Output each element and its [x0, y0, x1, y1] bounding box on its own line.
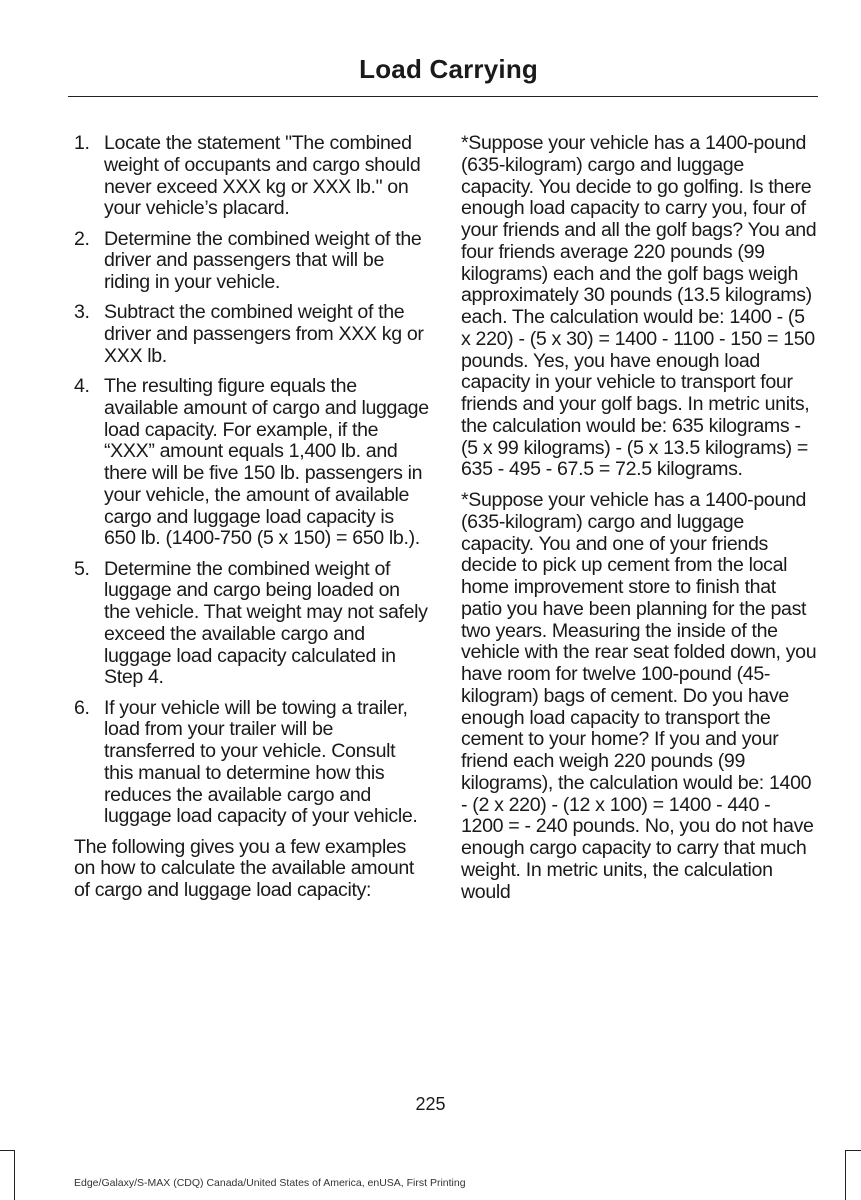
step-number: 4. — [74, 375, 90, 397]
list-item — [74, 559, 429, 690]
list-item — [74, 302, 429, 367]
step-text: Locate the statement "The combined weight of occupants and cargo should never exceed XXX kg or XXX lb." on your vehicle’s placard. — [104, 132, 421, 220]
golf-example-paragraph: *Suppose your vehicle has a 1400-pound (635-kilogram) cargo and luggage capacity. You decide to go golfing. Is there enough load capacity to carry you, four of your friends and all the golf bags? You and four friends average 220 pounds (99 kilograms) each and the golf bags weigh approximately 30 pounds (13.5 kilograms) each. The calculation would be: 1400 - (5 x 220) - (5 x 30) = 1400 - 1100 - 150 = 150 pounds. Yes, you have enough load capacity in your vehicle to transport four friends and your golf bags. In metric units, the calculation would be: 635 kilograms - (5 x 99 kilograms) - (5 x 13.5 kilograms) = 635 - 495 - 67.5 = 72.5 kilograms. — [461, 132, 817, 481]
step-text: The resulting figure equals the available amount of cargo and luggage load capacity. For example, if the “XXX” amount equals 1,400 lb. and there will be five 150 lb. passengers in your vehicle, the amount of available cargo and luggage load capacity is 650 lb. (1400-750 (5 x 150) = 650 lb.). — [104, 375, 429, 550]
step-text: Subtract the combined weight of the driver and passengers from XXX kg or XXX lb. — [104, 301, 424, 367]
step-text: If your vehicle will be towing a trailer, load from your trailer will be transferred to your vehicle. Consult this manual to determine how this reduces the available cargo and luggage load capacity of your vehicle. — [104, 696, 418, 828]
list-item — [74, 229, 429, 294]
cement-example-paragraph: *Suppose your vehicle has a 1400-pound (635-kilogram) cargo and luggage capacity. You and one of your friends decide to pick up cement from the local home improvement store to finish that patio you have been planning for the past two years. Measuring the inside of the vehicle with the rear seat folded down, you have room for twelve 100-pound (45-kilogram) bags of cement. Do you have enough load capacity to transport the cement to your home? If you and your friend each weigh 220 pounds (99 kilograms), the calculation would be: 1400 - (2 x 220) - (12 x 100) = 1400 - 440 - 1200 = - 240 pounds. No, you do not have enough cargo capacity to carry that much weight. In metric units, the calculation would — [461, 489, 817, 903]
step-number: 1. — [74, 132, 90, 154]
step-number: 6. — [74, 696, 90, 719]
page-number: 225 — [415, 1094, 446, 1114]
step-number: 3. — [74, 301, 90, 324]
list-item — [74, 698, 429, 829]
steps-list — [74, 133, 429, 828]
page-title: Load Carrying — [359, 54, 538, 84]
right-column — [461, 133, 817, 912]
crop-mark — [0, 1150, 14, 1151]
examples-intro-paragraph: The following gives you a few examples on how to calculate the available amount of cargo and luggage load capacity: — [74, 835, 415, 901]
list-item — [74, 376, 429, 550]
step-text: Determine the combined weight of the driver and passengers that will be riding in your vehicle. — [104, 227, 422, 293]
crop-mark — [845, 1150, 861, 1151]
header-divider — [68, 96, 818, 97]
crop-mark — [14, 1150, 15, 1200]
left-column — [74, 133, 429, 911]
step-text: Determine the combined weight of luggage and cargo being loaded on the vehicle. That weight may not safely exceed the available cargo and luggage load capacity calculated in Step 4. — [104, 557, 428, 689]
step-number: 5. — [74, 557, 90, 580]
crop-mark — [845, 1150, 846, 1200]
list-item — [74, 133, 429, 220]
publication-info: Edge/Galaxy/S-MAX (CDQ) Canada/United States of America, enUSA, First Printing — [74, 1177, 466, 1189]
step-number: 2. — [74, 227, 90, 250]
